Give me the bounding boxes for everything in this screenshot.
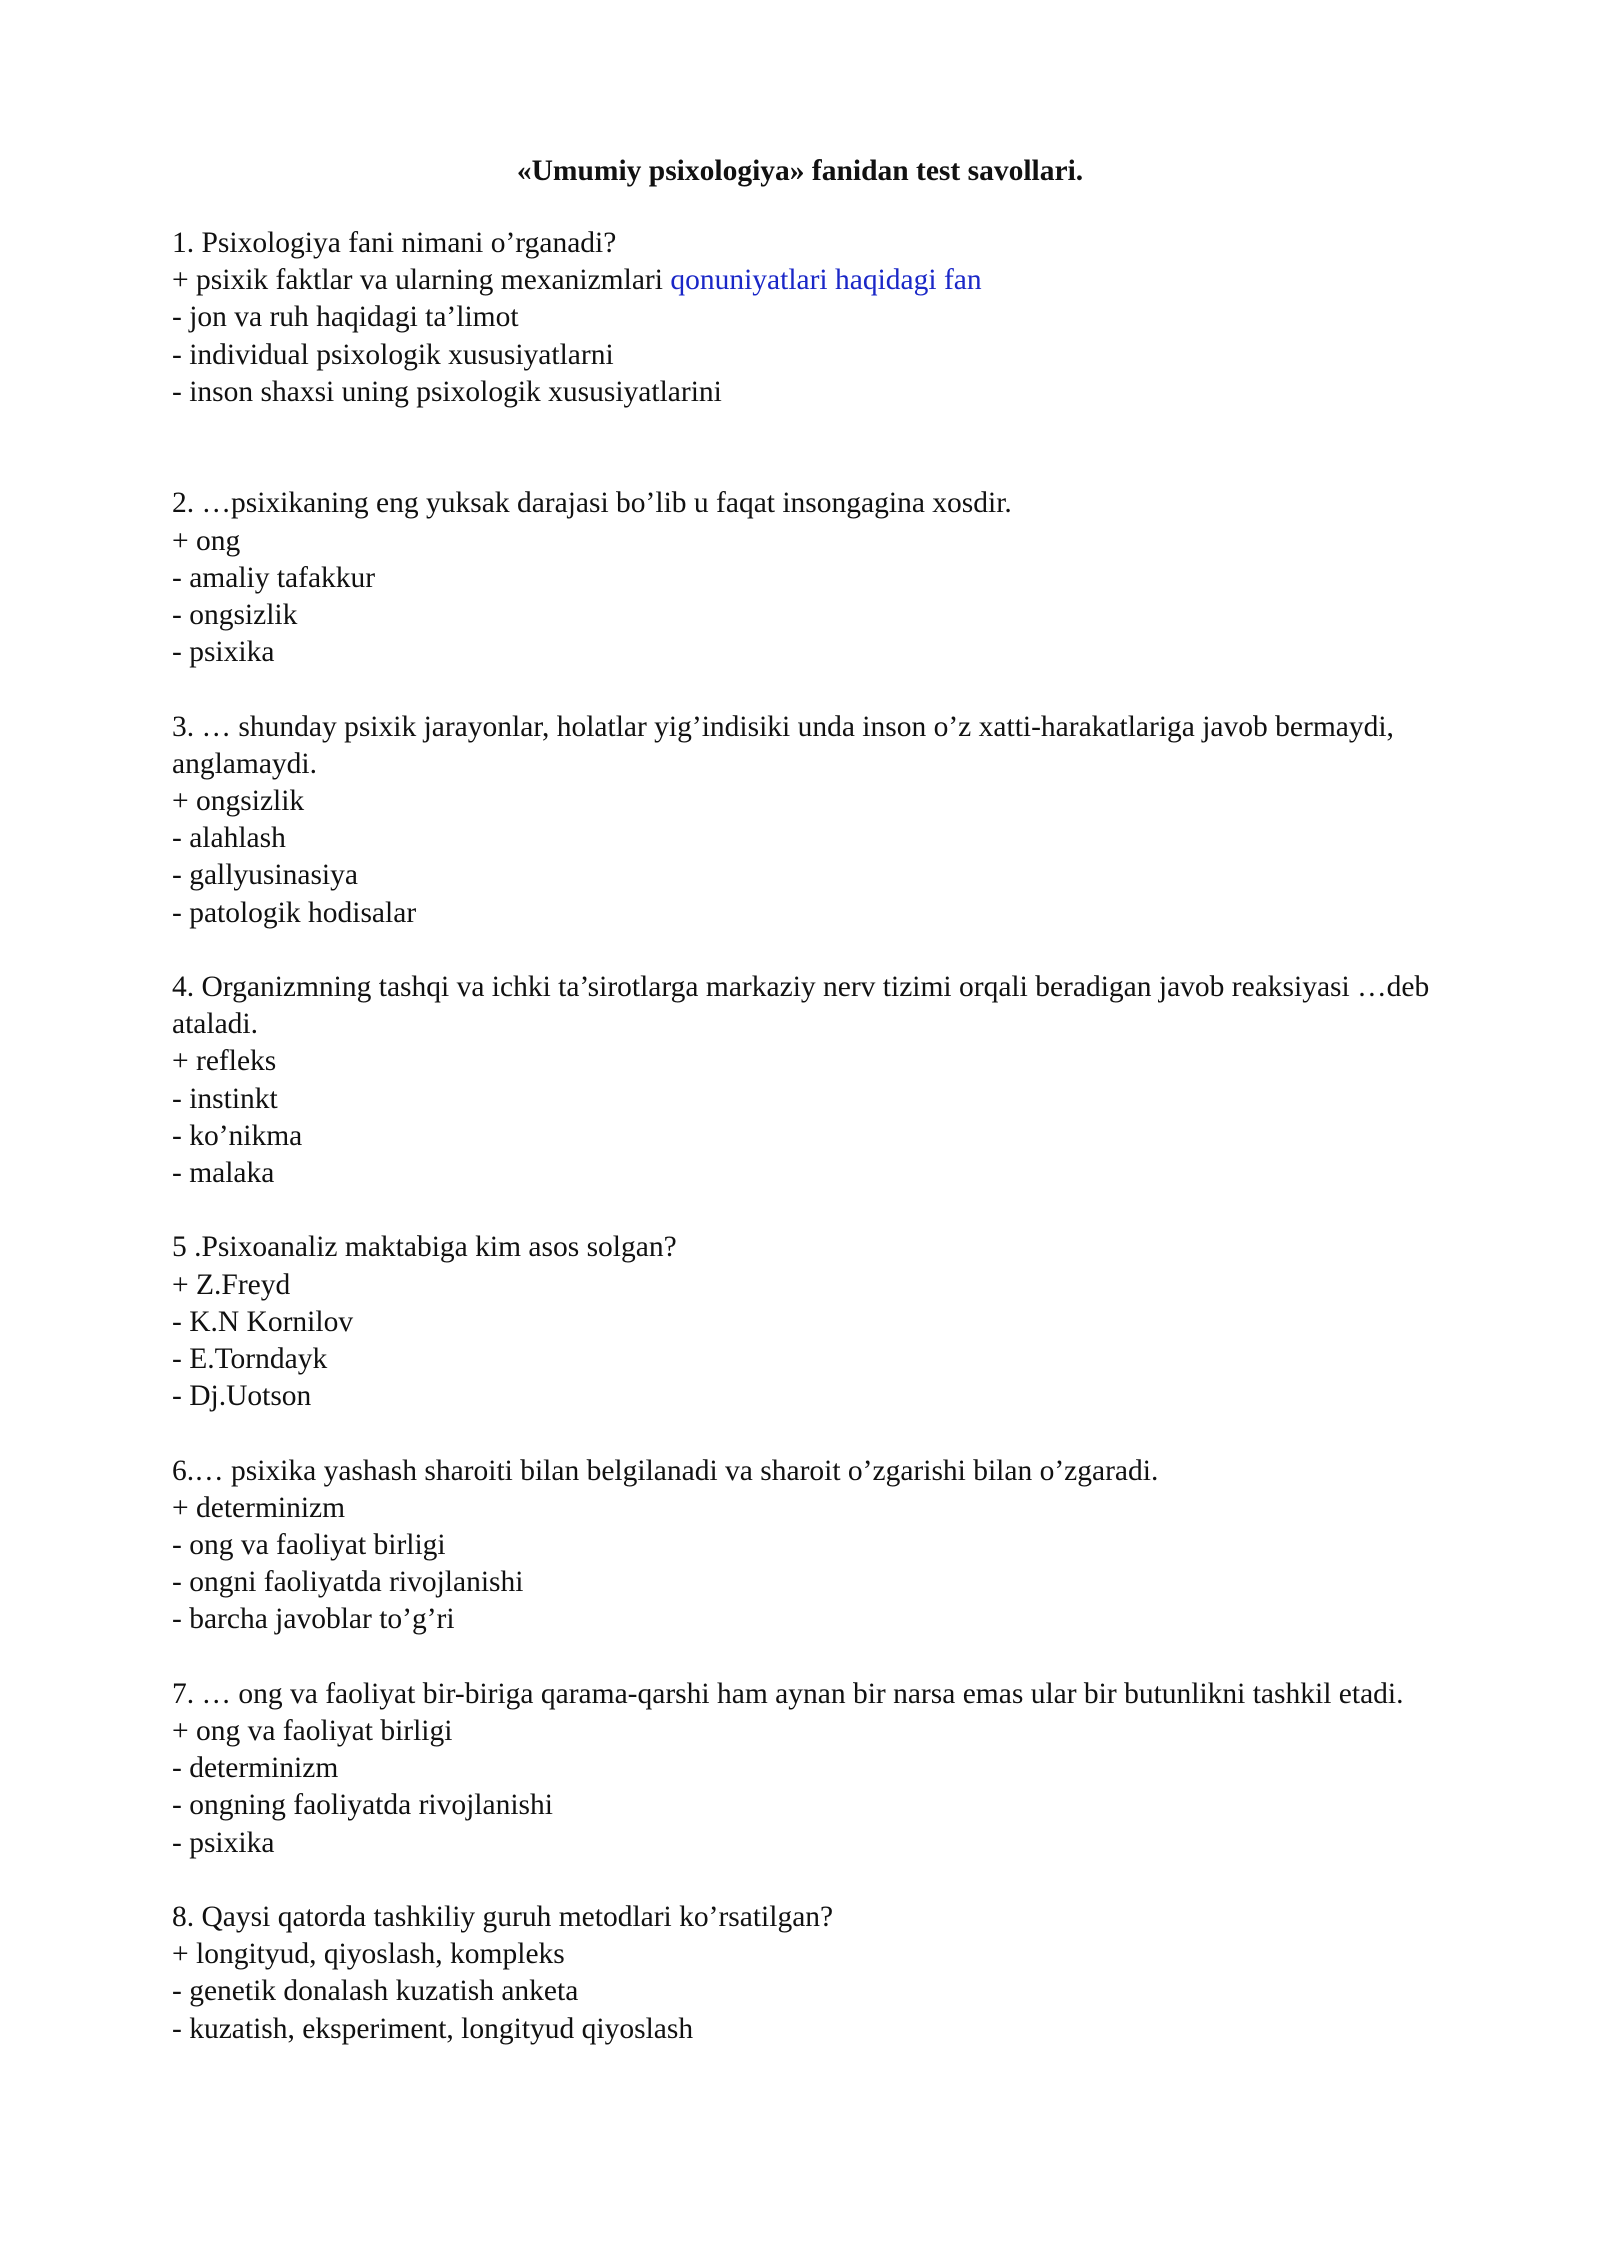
answer-option: - kuzatish, eksperiment, longityud qiyoslash bbox=[172, 2012, 694, 2045]
question-block bbox=[172, 485, 1472, 671]
answer-option: - psixika bbox=[172, 636, 275, 669]
answer-option: - psixika bbox=[172, 1826, 275, 1859]
answer-option: - amaliy tafakkur bbox=[172, 561, 376, 594]
spacer bbox=[172, 932, 1472, 969]
question-block bbox=[172, 1676, 1472, 1862]
answer-option: - ongning faoliyatda rivojlanishi bbox=[172, 1789, 553, 1822]
answer-option: - inson shaxsi uning psixologik xususiyatlarini bbox=[172, 375, 722, 408]
question-text: 5 .Psixoanaliz maktabiga kim asos solgan? bbox=[172, 1231, 677, 1264]
document-title: «Umumiy psixologiya» fanidan test savollari. bbox=[516, 155, 1084, 187]
spacer bbox=[172, 1192, 1472, 1229]
correct-answer: + ongsizlik bbox=[172, 785, 305, 818]
question-block bbox=[172, 969, 1472, 1192]
question-block bbox=[172, 1899, 1472, 2048]
answer-option: - K.N Kornilov bbox=[172, 1305, 354, 1338]
correct-answer-text: + psixik faktlar va ularning mexanizmlari bbox=[172, 264, 671, 297]
spacer bbox=[172, 1862, 1472, 1899]
answer-option: - ongni faoliyatda rivojlanishi bbox=[172, 1566, 524, 1599]
spacer bbox=[172, 671, 1472, 708]
question-text: 1. Psixologiya fani nimani o’rganadi? bbox=[172, 227, 617, 259]
answer-option: - individual psixologik xususiyatlarni bbox=[172, 338, 614, 371]
test-questions bbox=[172, 225, 1472, 2048]
correct-answer: + ong va faoliyat birligi bbox=[172, 1715, 453, 1748]
question-block bbox=[172, 709, 1472, 932]
answer-option: - barcha javoblar to’g’ri bbox=[172, 1603, 455, 1636]
answer-option: - ongsizlik bbox=[172, 599, 298, 632]
question-block bbox=[172, 225, 1472, 411]
answer-option: - Dj.Uotson bbox=[172, 1380, 312, 1413]
answer-option: - gallyusinasiya bbox=[172, 859, 358, 892]
answer-option: - malaka bbox=[172, 1157, 275, 1190]
correct-answer: + determinizm bbox=[172, 1491, 346, 1524]
question-text: 3. … shunday psixik jarayonlar, holatlar yig’indisiki unda inson o’z xatti-harakatlariga javob bermaydi, anglamaydi. bbox=[172, 710, 1394, 780]
question-block bbox=[172, 1229, 1472, 1415]
spacer bbox=[172, 1639, 1472, 1676]
correct-answer: + Z.Freyd bbox=[172, 1268, 291, 1301]
question-text: 2. …psixikaning eng yuksak darajasi bo’lib u faqat insongagina xosdir. bbox=[172, 487, 1012, 520]
answer-option: - E.Torndayk bbox=[172, 1343, 328, 1376]
question-text: 6.… psixika yashash sharoiti bilan belgilanadi va sharoit o’zgarishi bilan o’zgaradi. bbox=[172, 1454, 1159, 1487]
answer-option: - alahlash bbox=[172, 822, 286, 855]
correct-answer bbox=[172, 262, 1472, 299]
spacer bbox=[172, 1415, 1472, 1452]
question-text: 7. … ong va faoliyat bir-biriga qarama-qarshi ham aynan bir narsa emas ular bir butunlikni tashkil etadi. bbox=[172, 1677, 1404, 1710]
answer-option: - genetik donalash kuzatish anketa bbox=[172, 1975, 579, 2008]
answer-option: - patologik hodisalar bbox=[172, 896, 417, 929]
answer-option: - ong va faoliyat birligi bbox=[172, 1529, 446, 1562]
question-text: 4. Organizmning tashqi va ichki ta’sirotlarga markaziy nerv tizimi orqali beradigan javob reaksiyasi …deb ataladi. bbox=[172, 971, 1430, 1041]
answer-option: - jon va ruh haqidagi ta’limot bbox=[172, 301, 519, 334]
correct-answer: + longityud, qiyoslash, kompleks bbox=[172, 1938, 565, 1971]
answer-option: - ko’nikma bbox=[172, 1119, 303, 1152]
answer-option: - determinizm bbox=[172, 1752, 339, 1785]
question-block bbox=[172, 1453, 1472, 1639]
answer-option: - instinkt bbox=[172, 1082, 278, 1115]
correct-answer: + refleks bbox=[172, 1045, 277, 1078]
spacer bbox=[172, 411, 1472, 485]
highlighted-text: qonuniyatlari haqidagi fan bbox=[670, 264, 982, 297]
correct-answer: + ong bbox=[172, 524, 241, 557]
question-text: 8. Qaysi qatorda tashkiliy guruh metodlari ko’rsatilgan? bbox=[172, 1901, 834, 1934]
